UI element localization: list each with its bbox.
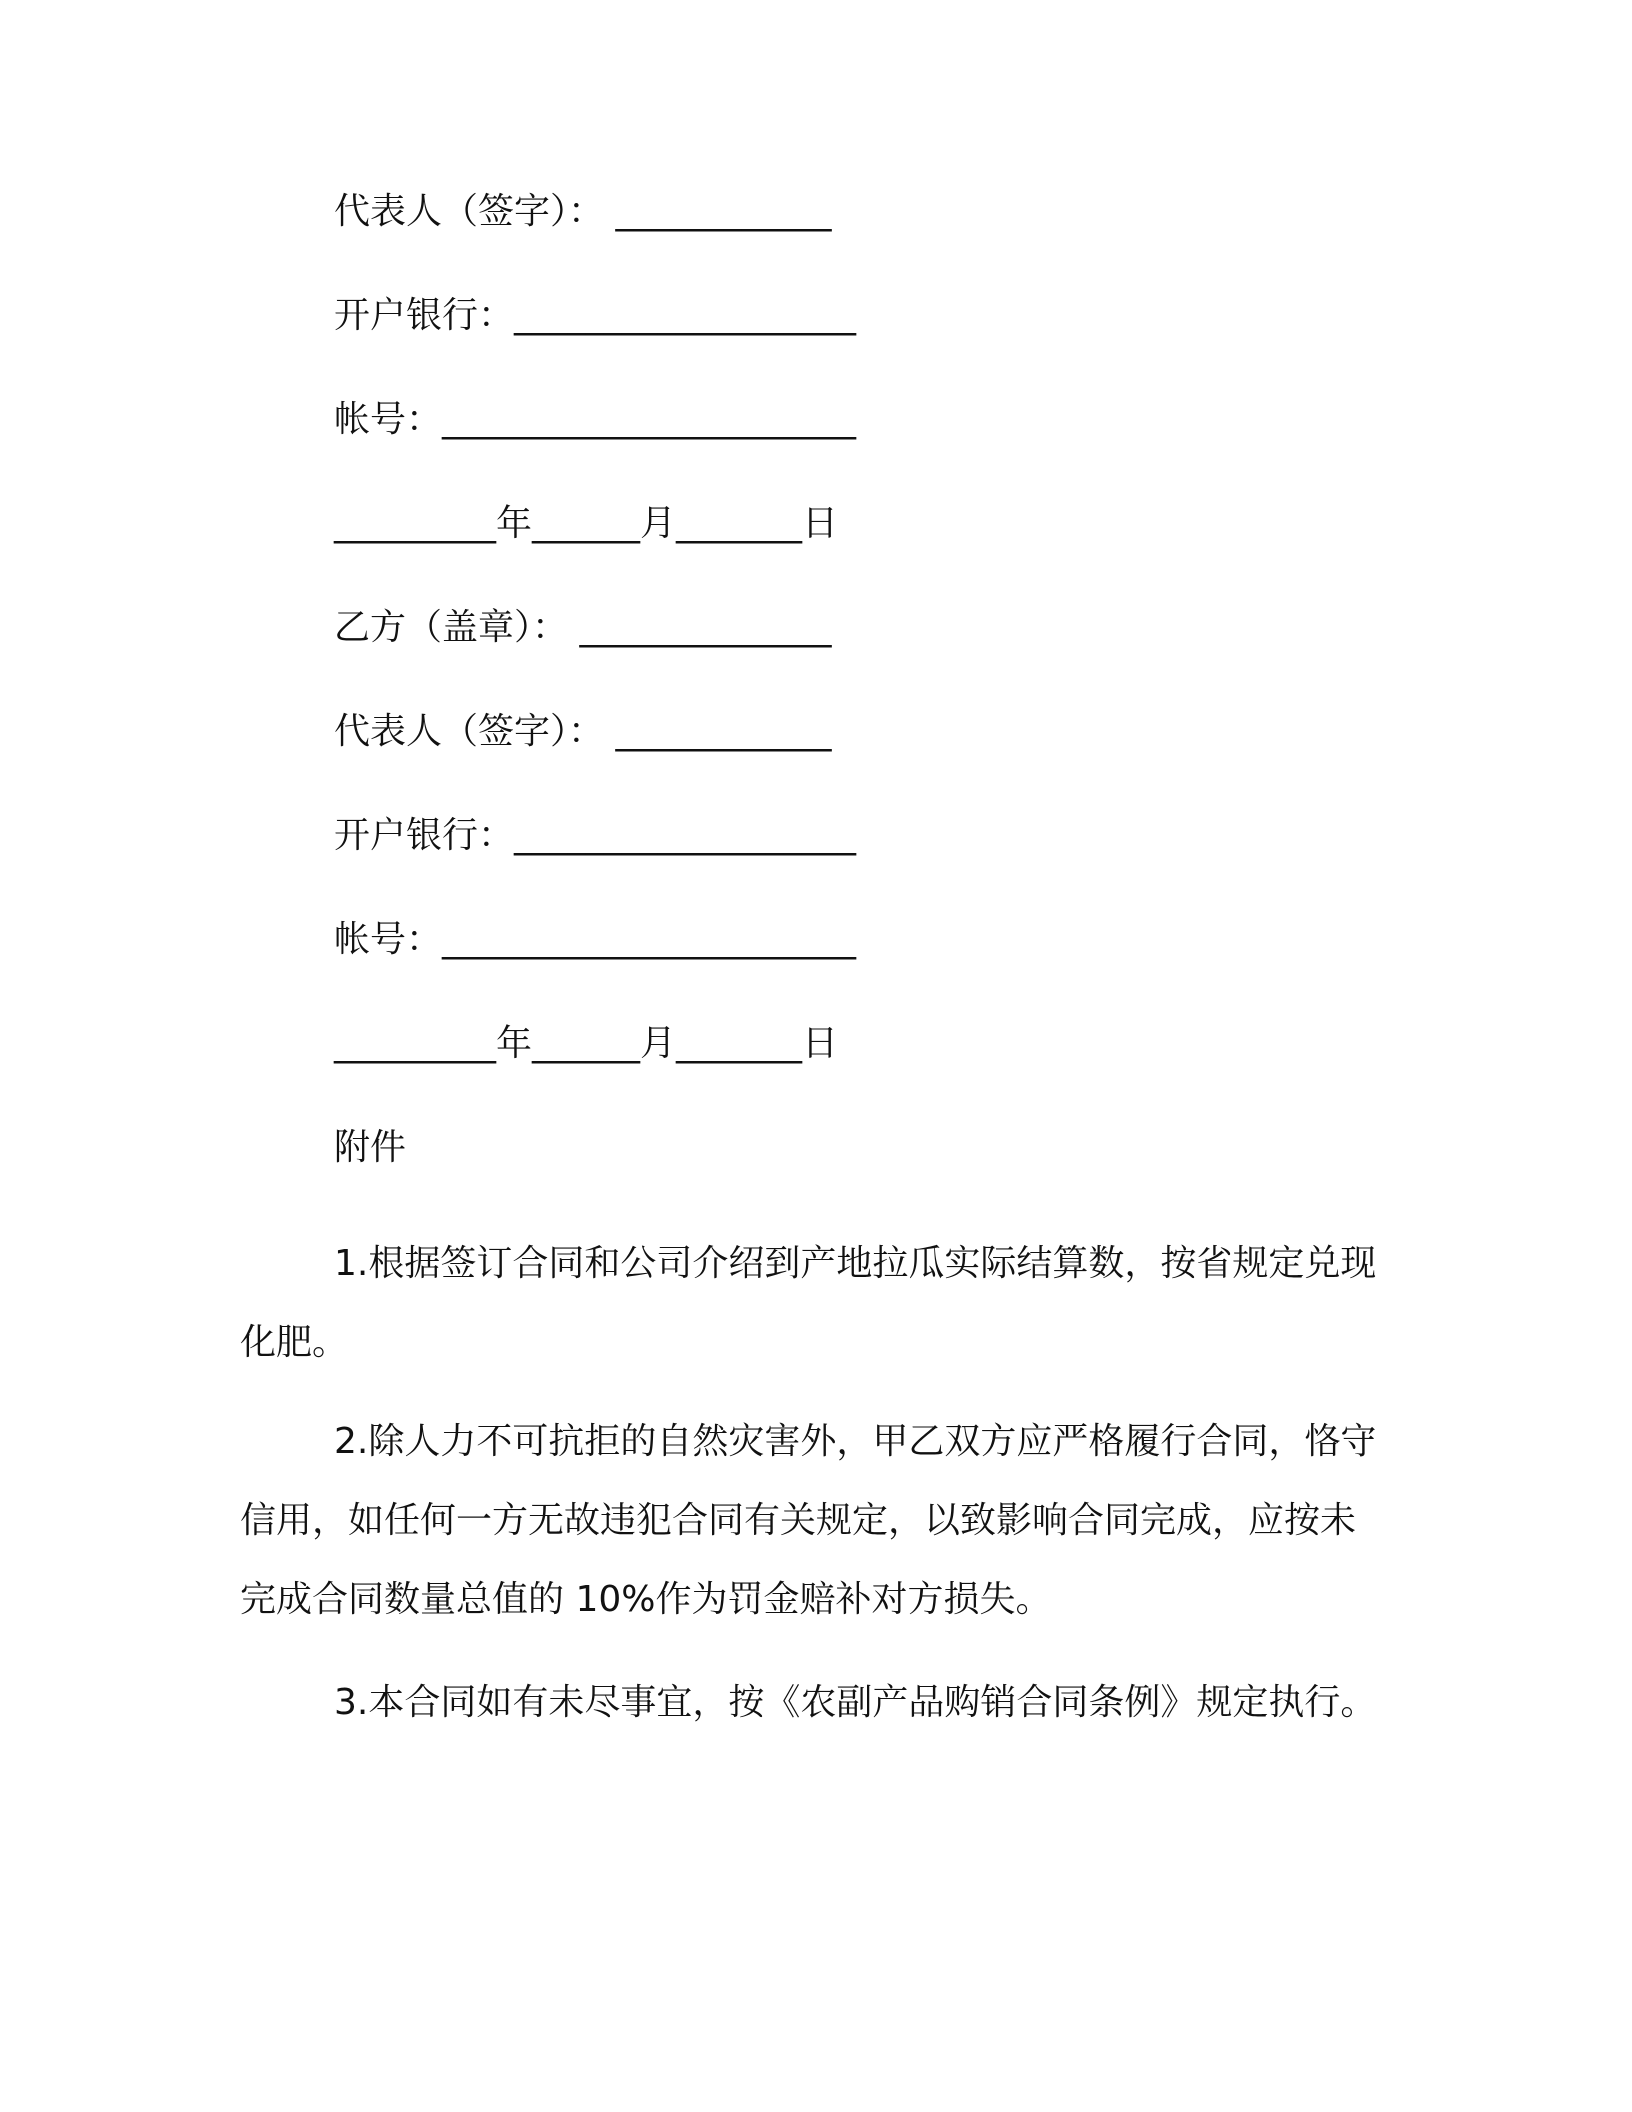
- annex-clauses: [240, 1224, 1380, 1762]
- annex-title: 附件: [334, 1127, 407, 1168]
- party-a-bank-line: 开户银行：___________________: [334, 295, 857, 336]
- party-a-date-line: _________年______月_______日: [334, 503, 838, 544]
- party-a-representative-line: 代表人（签字）： ____________: [334, 191, 832, 232]
- annex-clause-3: 3.本合同如有未尽事宜，按《农副产品购销合同条例》规定执行。: [334, 1682, 1377, 1723]
- party-b-representative-line: 代表人（签字）： ____________: [334, 711, 832, 752]
- annex-clause-2: 2.除人力不可抗拒的自然灾害外，甲乙双方应严格履行合同，恪守信用，如任何一方无故违犯合同有关规定，以致影响合同完成，应按未完成合同数量总值的 10%作为罚金赔补对方损失。: [240, 1421, 1377, 1620]
- party-a-account-line: 帐号：_______________________: [334, 399, 857, 440]
- party-b-bank-line: 开户银行：___________________: [334, 815, 857, 856]
- signature-block: [334, 186, 856, 1122]
- party-b-date-line: _________年______月_______日: [334, 1023, 838, 1064]
- party-b-account-line: 帐号：_______________________: [334, 919, 857, 960]
- annex-clause-1: 1.根据签订合同和公司介绍到产地拉瓜实际结算数，按省规定兑现化肥。: [240, 1243, 1377, 1363]
- party-b-seal-line: 乙方（盖章）： ______________: [334, 607, 832, 648]
